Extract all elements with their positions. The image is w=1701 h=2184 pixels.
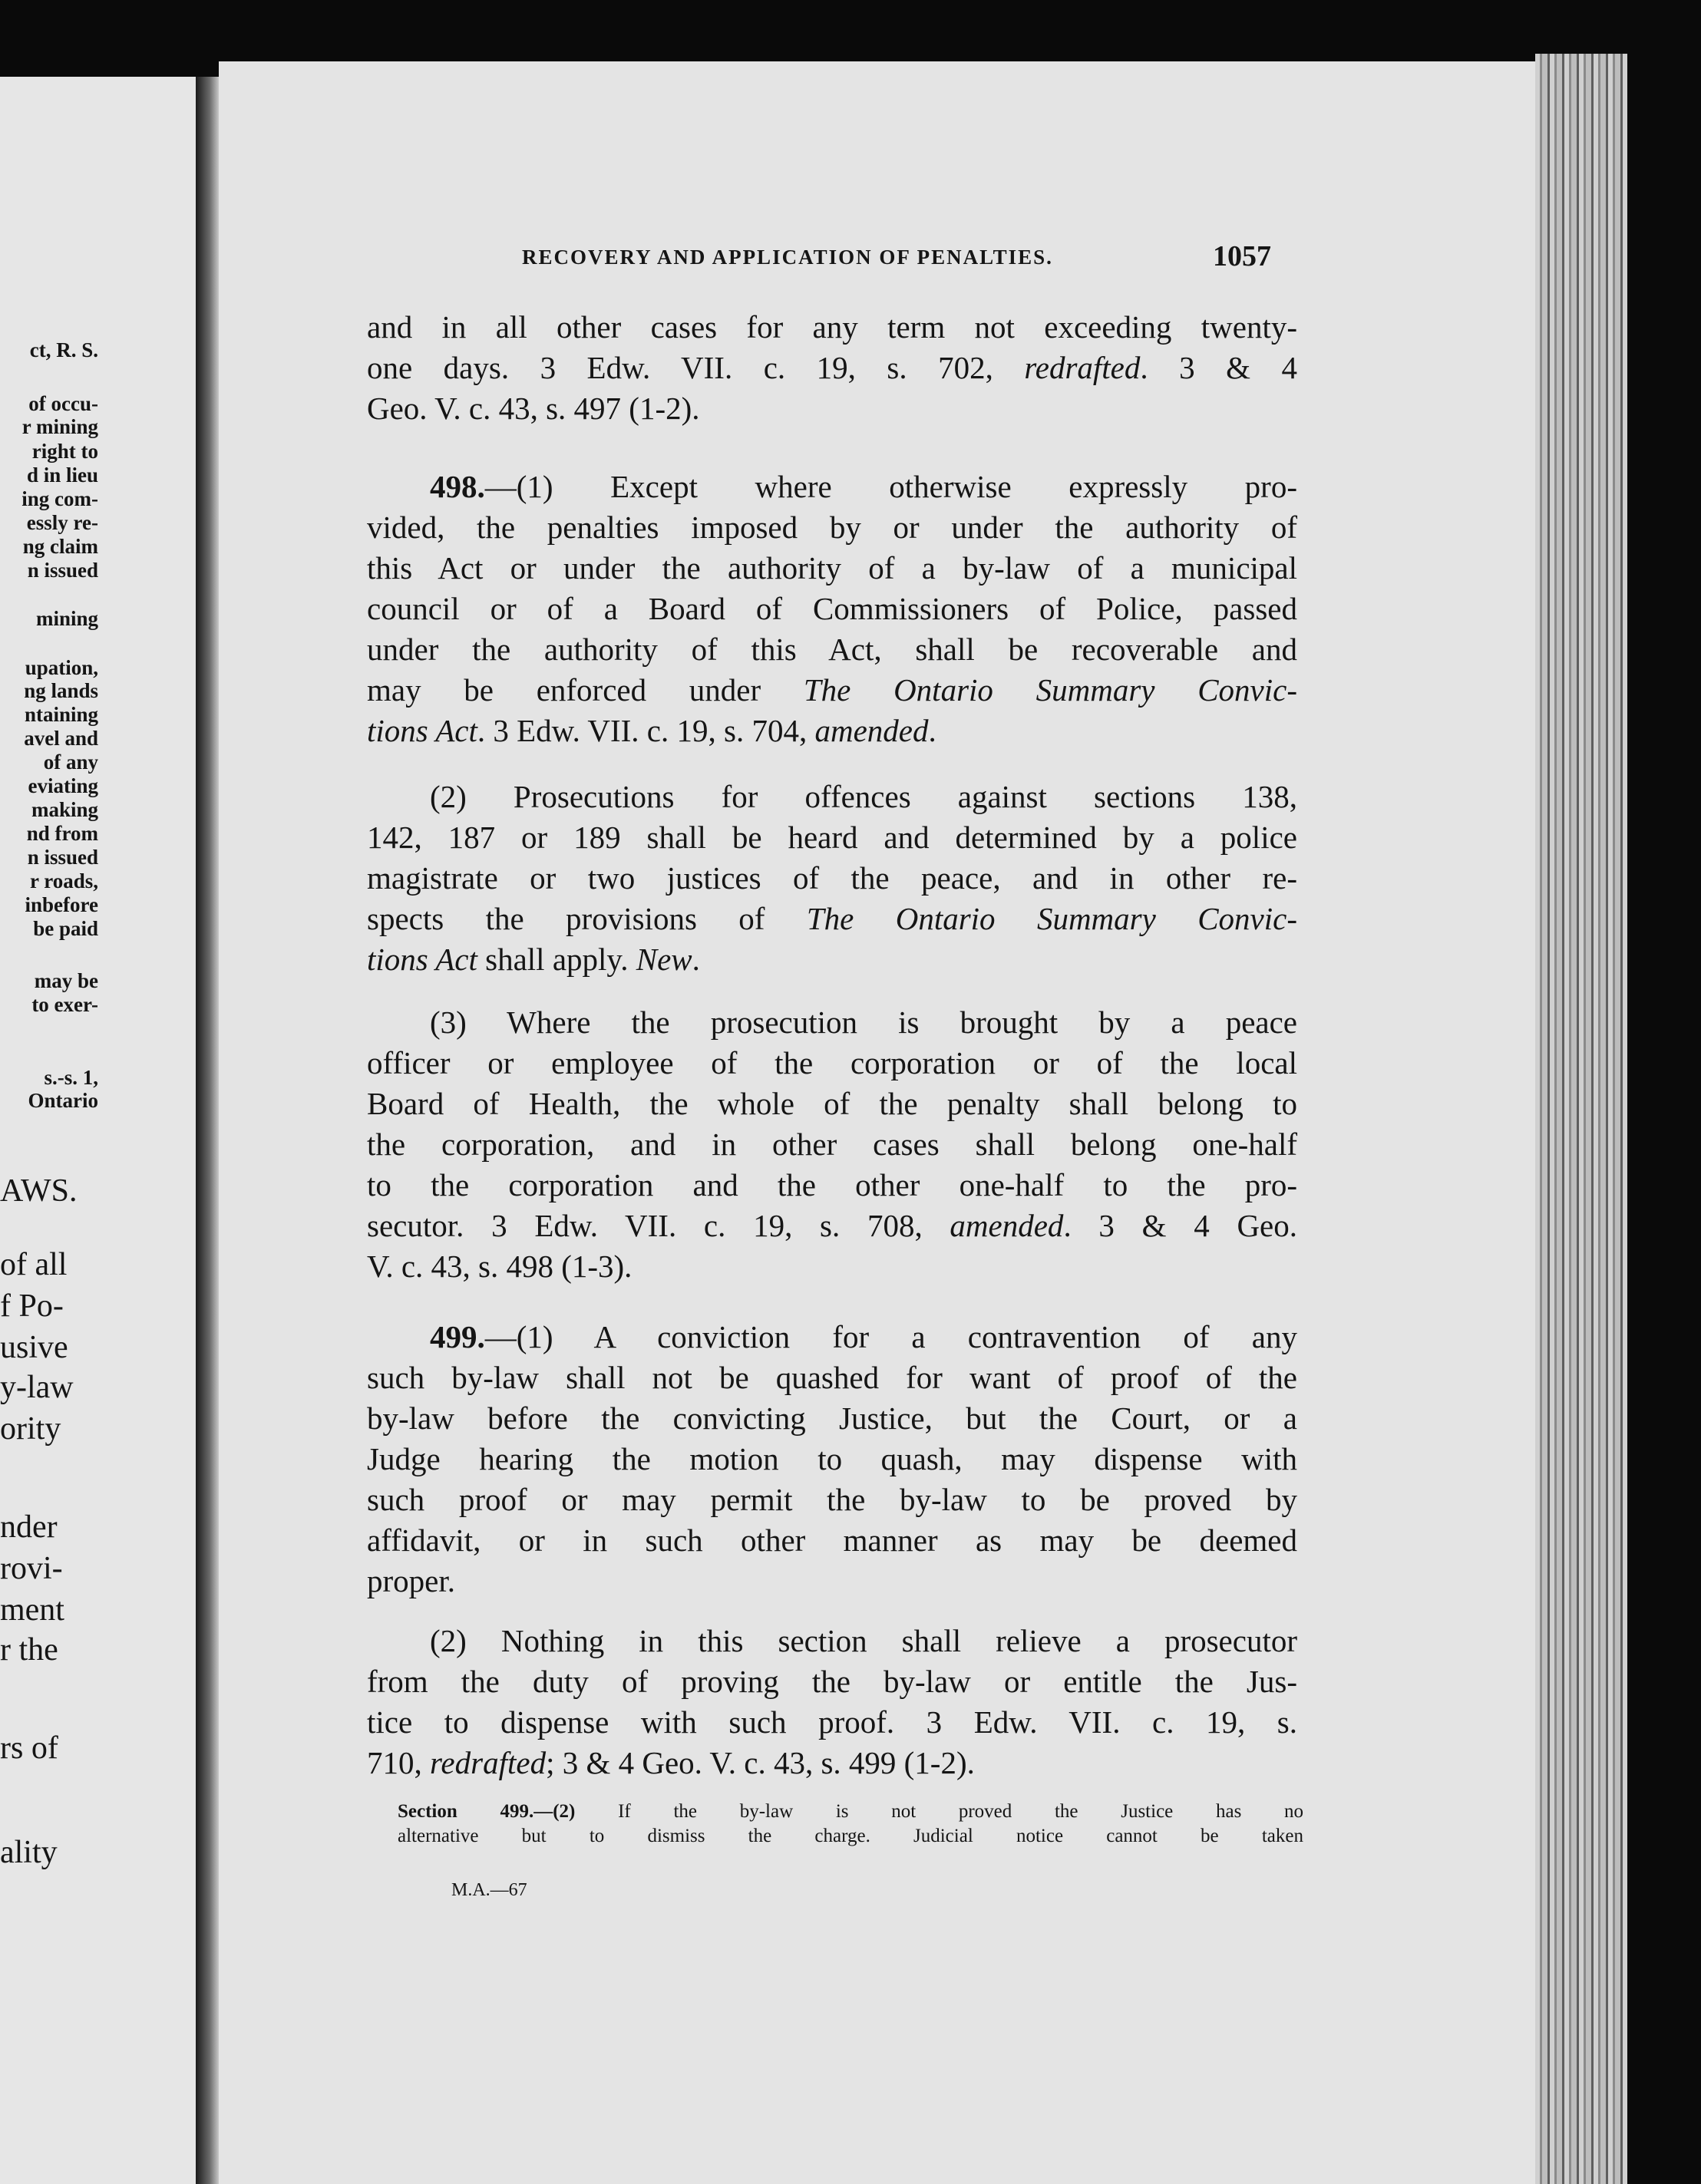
text-line: such proof or may permit the by-law to be proved by	[367, 1482, 1297, 1517]
left-margin-fragment: may be	[34, 969, 98, 992]
left-margin-fragment: be paid	[33, 917, 98, 940]
text-line: 142, 187 or 189 shall be heard and determined by a police	[367, 820, 1297, 855]
left-margin-fragment: ng claim	[22, 535, 98, 558]
left-body-fragment: ment	[0, 1592, 64, 1628]
text-line: this Act or under the authority of a by-law of a municipal	[367, 550, 1297, 586]
text-line: the corporation, and in other cases shall belong one-half	[367, 1127, 1297, 1162]
left-body-fragment: ority	[0, 1411, 61, 1447]
paragraph	[367, 1002, 1297, 1287]
text-line: from the duty of proving the by-law or entitle the Jus-	[367, 1664, 1297, 1699]
text-line: officer or employee of the corporation or of the local	[367, 1045, 1297, 1080]
text-line: tice to dispense with such proof. 3 Edw. VII. c. 19, s.	[367, 1704, 1297, 1740]
footnote-heading: Section 499.—(2)	[398, 1801, 576, 1822]
left-body-fragment: r the	[0, 1632, 58, 1668]
text-line: V. c. 43, s. 498 (1-3).	[367, 1249, 633, 1284]
left-body-fragment: nder	[0, 1509, 58, 1545]
left-body-fragment: of all	[0, 1247, 68, 1282]
text-line: vided, the penalties imposed by or under the authority of	[367, 510, 1297, 545]
left-body-fragment: y-law	[0, 1370, 74, 1405]
footnote-text: If the by-law is not proved the Justice has no	[575, 1801, 1304, 1822]
left-body-fragment: usive	[0, 1330, 68, 1365]
text-line: may be enforced under The Ontario Summary Convic-	[367, 672, 1297, 708]
text-line: by-law before the convicting Justice, but the Court, or a	[367, 1400, 1297, 1436]
text-line: under the authority of this Act, shall be recoverable and	[367, 632, 1297, 667]
book-gutter	[196, 77, 219, 2184]
edge-shadow	[1627, 54, 1701, 2184]
left-margin-fragment: d in lieu	[26, 464, 98, 487]
left-body-fragment: f Po-	[0, 1288, 64, 1324]
left-margin-fragment: ing com-	[21, 487, 98, 510]
left-margin-fragment: making	[31, 798, 98, 821]
paragraph	[367, 307, 1297, 429]
left-body-fragment: AWS.	[0, 1173, 78, 1209]
running-head: RECOVERY AND APPLICATION OF PENALTIES.	[522, 246, 1053, 269]
text-line: spects the provisions of The Ontario Summary Convic-	[367, 901, 1297, 936]
printer-signature: M.A.—67	[451, 1880, 527, 1900]
left-margin-fragment: Ontario	[28, 1089, 98, 1112]
left-margin-fragment: r mining	[21, 415, 98, 438]
left-margin-fragment: of occu-	[28, 392, 98, 415]
left-margin-fragment: ct, R. S.	[29, 338, 98, 361]
footnote	[398, 1800, 1303, 1849]
left-margin-fragment: ntaining	[24, 703, 98, 726]
text-line: (2) Nothing in this section shall relieve a prosecutor	[430, 1623, 1297, 1658]
left-margin-fragment: essly re-	[26, 511, 98, 534]
left-margin-fragment: mining	[35, 607, 98, 630]
text-line: council or of a Board of Commissioners of Police, passed	[367, 591, 1297, 626]
left-margin-fragment: r roads,	[29, 869, 98, 892]
text-line: and in all other cases for any term not exceeding twenty-	[367, 309, 1297, 345]
left-margin-fragment: avel and	[24, 727, 98, 750]
paragraph	[367, 1621, 1297, 1783]
left-margin-fragment: inbefore	[25, 893, 98, 916]
footnote-line	[398, 1800, 1303, 1824]
left-margin-fragment: nd from	[26, 822, 98, 845]
left-margin-fragment: of any	[43, 751, 98, 774]
text-line: proper.	[367, 1563, 455, 1598]
text-line: Judge hearing the motion to quash, may dispense with	[367, 1441, 1297, 1476]
left-margin-fragment: eviating	[28, 774, 98, 797]
text-line: (3) Where the prosecution is brought by a peace	[430, 1005, 1297, 1040]
paragraph	[367, 777, 1297, 980]
left-body-fragment: rovi-	[0, 1551, 63, 1586]
text-line: to the corporation and the other one-half to the pro-	[367, 1167, 1297, 1203]
left-margin-fragment: upation,	[25, 656, 98, 679]
text-line: one days. 3 Edw. VII. c. 19, s. 702, redrafted. 3 & 4	[367, 350, 1297, 385]
page-edges	[1535, 54, 1627, 2184]
left-margin-fragment: right to	[31, 440, 98, 463]
left-margin-fragment: to exer-	[31, 993, 98, 1016]
text-line: 498.—(1) Except where otherwise expressly pro-	[430, 469, 1297, 504]
text-line: such by-law shall not be quashed for want of proof of the	[367, 1360, 1297, 1395]
left-margin-fragment: s.-s. 1,	[44, 1066, 98, 1089]
left-margin-fragment: ng lands	[24, 679, 98, 702]
text-line: 710, redrafted; 3 & 4 Geo. V. c. 43, s. 499 (1-2).	[367, 1745, 975, 1780]
left-body-fragment: ality	[0, 1835, 58, 1870]
text-line: Board of Health, the whole of the penalty shall belong to	[367, 1086, 1297, 1121]
text-line: tions Act. 3 Edw. VII. c. 19, s. 704, amended.	[367, 713, 936, 748]
text-line: 499.—(1) A conviction for a contravention of any	[430, 1319, 1297, 1354]
text-line: secutor. 3 Edw. VII. c. 19, s. 708, amended. 3 & 4 Geo.	[367, 1208, 1297, 1243]
text-line: magistrate or two justices of the peace, and in other re-	[367, 860, 1297, 896]
left-page	[0, 77, 196, 2184]
page-number: 1057	[1213, 240, 1271, 272]
text-line: tions Act shall apply. New.	[367, 942, 700, 977]
text-line: affidavit, or in such other manner as may be deemed	[367, 1523, 1297, 1558]
paragraph	[367, 1317, 1297, 1602]
text-line: (2) Prosecutions for offences against sections 138,	[430, 779, 1297, 814]
text-line: Geo. V. c. 43, s. 497 (1-2).	[367, 391, 700, 426]
left-body-fragment: rs of	[0, 1730, 58, 1766]
footnote-line: alternative but to dismiss the charge. Judicial notice cannot be taken	[398, 1826, 1303, 1846]
left-margin-fragment: n issued	[27, 846, 98, 869]
paragraph	[367, 467, 1297, 751]
left-margin-fragment: n issued	[27, 559, 98, 582]
